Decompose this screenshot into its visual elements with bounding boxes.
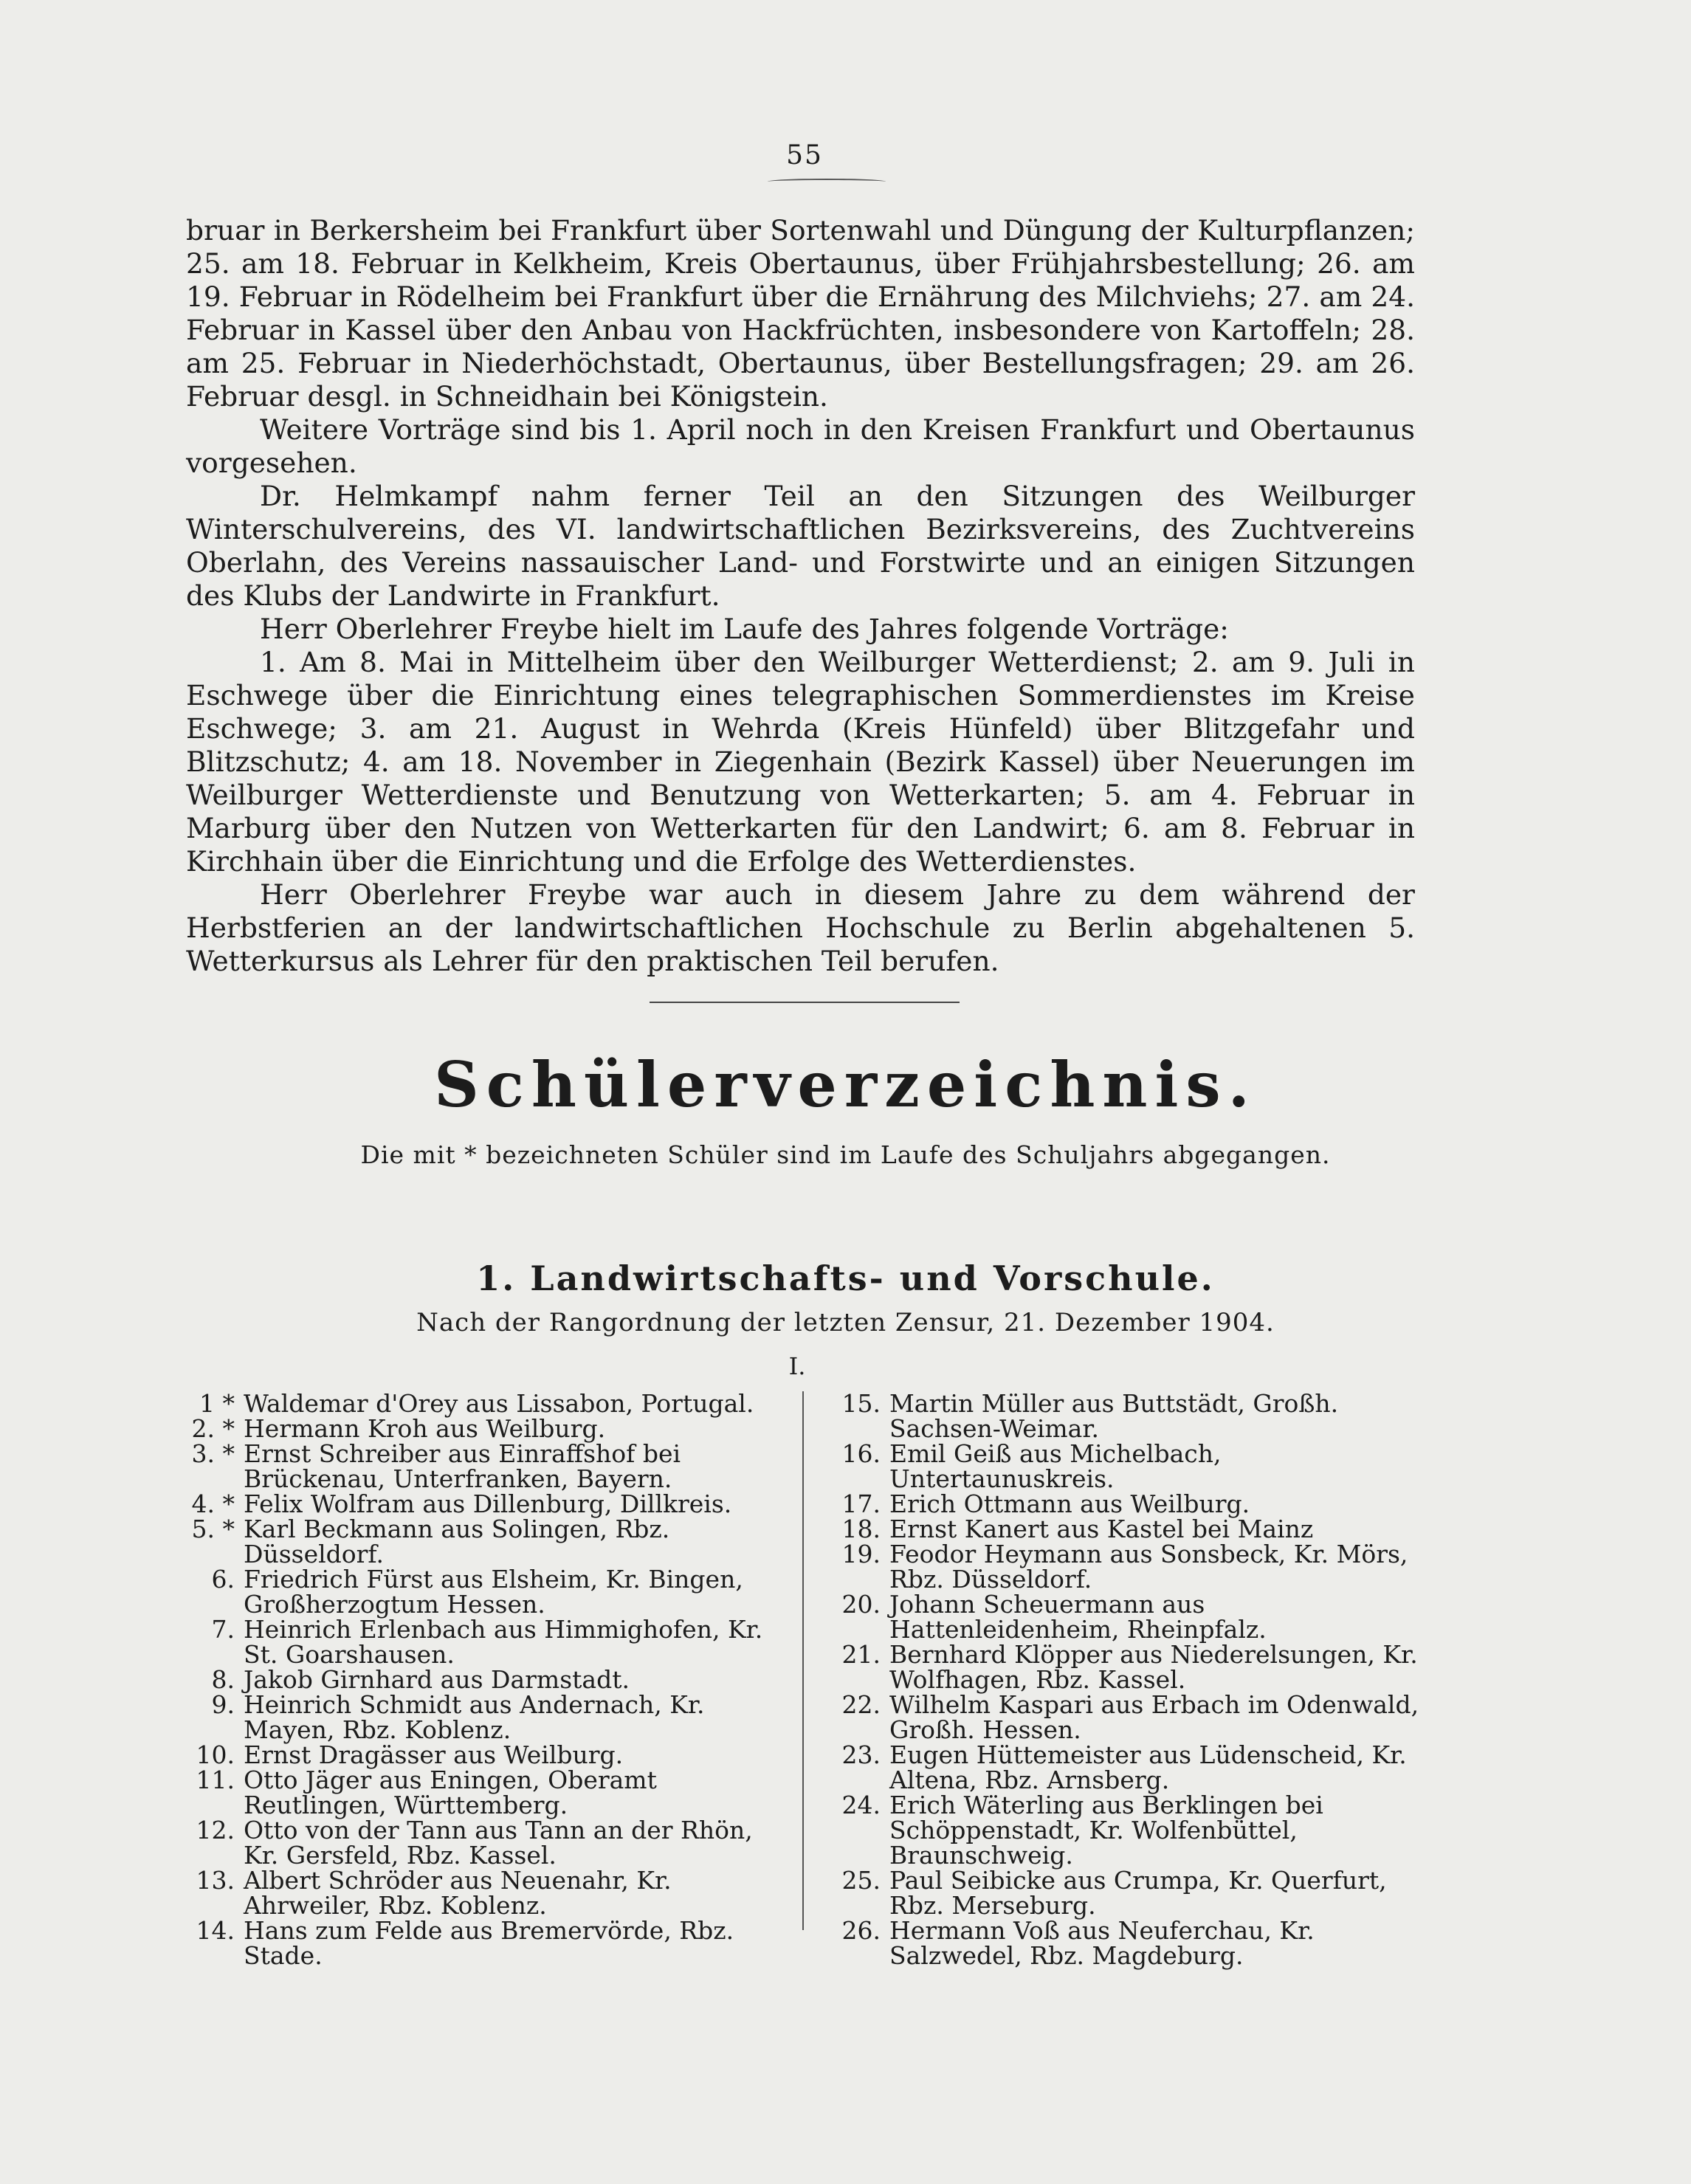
student-name: Emil Geiß aus Michelbach, Untertaunuskreis.	[889, 1439, 1222, 1493]
student-name: Hermann Voß aus Neuferchau, Kr. Salzwedel, Rbz. Magdeburg.	[889, 1916, 1315, 1970]
student-entry	[819, 1489, 1425, 1518]
student-number: 13.	[196, 1866, 235, 1895]
list-title: Schülerverzeichnis.	[434, 1048, 1257, 1121]
list-note: Die mit * bezeichneten Schüler sind im Laufe des Schuljahrs abgegangen.	[360, 1140, 1331, 1169]
student-entry	[170, 1489, 782, 1518]
student-entry	[819, 1517, 1425, 1542]
student-entry	[170, 1918, 782, 1968]
student-number: 8.	[211, 1665, 235, 1694]
column-divider	[802, 1391, 804, 1930]
student-entry	[170, 1617, 782, 1667]
student-entry	[819, 1740, 1425, 1794]
student-entry	[819, 1793, 1425, 1868]
student-name: Martin Müller aus Buttstädt, Großh. Sachsen-Weimar.	[889, 1389, 1339, 1443]
student-list-left	[170, 1391, 782, 1968]
body-text	[186, 214, 1415, 978]
student-number: 3. *	[191, 1439, 235, 1468]
student-entry	[170, 1567, 782, 1617]
student-number: 4. *	[191, 1489, 235, 1518]
student-entry	[170, 1441, 782, 1492]
student-entry	[170, 1667, 782, 1692]
student-entry	[819, 1542, 1425, 1592]
student-entry	[819, 1918, 1425, 1968]
student-entry	[170, 1517, 782, 1567]
student-entry	[170, 1740, 782, 1769]
student-name: Feodor Heymann aus Sonsbeck, Kr. Mörs, Rbz. Düsseldorf.	[889, 1540, 1408, 1594]
student-list-right	[819, 1391, 1425, 1968]
paragraph: 1. Am 8. Mai in Mittelheim über den Weilburger Wetterdienst; 2. am 9. Juli in Eschwege über die Einrichtung eines telegraphischen Sommerdienstes im Kreise Eschwege; 3. am 21. August in Wehrda (Kreis Hünfeld) über Blitzgefahr und Blitzschutz; 4. am 18. November in Ziegenhain (Bezirk Kassel) über Neuerungen im Weilburger Wetterdienste und Benutzung von Wetterkarten; 5. am 4. Februar in Marburg über den Nutzen von Wetterkarten für den Landwirt; 6. am 8. Februar in Kirchhain über die Einrichtung und die Erfolge des Wetterdienstes.	[186, 646, 1415, 878]
student-name: Johann Scheuermann aus Hattenleidenheim, Rheinpfalz.	[889, 1590, 1267, 1644]
student-name: Eugen Hüttemeister aus Lüdenscheid, Kr. Altena, Rbz. Arnsberg.	[889, 1740, 1407, 1794]
student-name: Erich Ottmann aus Weilburg.	[889, 1489, 1250, 1518]
student-number: 1 *	[199, 1389, 235, 1418]
student-name: Hans zum Felde aus Bremervörde, Rbz. Stade.	[244, 1916, 734, 1970]
paragraph: Herr Oberlehrer Freybe war auch in diesem Jahre zu dem während der Herbstferien an der landwirtschaftlichen Hochschule zu Berlin abgehaltenen 5. Wetterkursus als Lehrer für den praktischen Teil berufen.	[186, 878, 1415, 977]
paragraph: Weitere Vorträge sind bis 1. April noch in den Kreisen Frankfurt und Obertaunus vorgesehen.	[186, 413, 1415, 479]
student-number: 21.	[841, 1640, 881, 1669]
section-heading: 1. Landwirtschafts- und Vorschule.	[476, 1258, 1215, 1298]
student-number: 20.	[841, 1590, 881, 1619]
student-name: Hermann Kroh aus Weilburg.	[244, 1414, 606, 1443]
paragraph: Dr. Helmkampf nahm ferner Teil an den Sitzungen des Weilburger Winterschulvereins, des VI. landwirtschaftlichen Bezirksvereins, des Zuchtvereins Oberlahn, des Vereins nassauischer Land- und Forstwirte und an einigen Sitzungen des Klubs der Landwirte in Frankfurt.	[186, 480, 1415, 612]
student-entry	[170, 1416, 782, 1441]
student-number: 11.	[196, 1766, 235, 1794]
student-number: 16.	[841, 1439, 881, 1468]
student-name: Otto von der Tann aus Tann an der Rhön, Kr. Gersfeld, Rbz. Kassel.	[244, 1816, 753, 1870]
student-entry	[819, 1391, 1425, 1441]
student-entry	[819, 1441, 1425, 1492]
section-divider	[650, 1002, 960, 1003]
student-name: Felix Wolfram aus Dillenburg, Dillkreis.	[244, 1489, 732, 1518]
student-number: 26.	[841, 1916, 881, 1945]
paragraph: bruar in Berkersheim bei Frankfurt über Sortenwahl und Düngung der Kulturpflanzen; 25. am 18. Februar in Kelkheim, Kreis Obertaunus, über Frühjahrsbestellung; 26. am 19. Februar in Rödelheim bei Frankfurt über die Ernährung des Milchviehs; 27. am 24. Februar in Kassel über den Anbau von Hackfrüchten, insbesondere von Kartoffeln; 28. am 25. Februar in Niederhöchstadt, Obertaunus, über Bestellungsfragen; 29. am 26. Februar desgl. in Schneidhain bei Königstein.	[186, 214, 1415, 413]
student-entry	[170, 1768, 782, 1818]
paragraph: Herr Oberlehrer Freybe hielt im Laufe des Jahres folgende Vorträge:	[260, 613, 1229, 645]
page-number: 55	[786, 140, 823, 170]
student-name: Erich Wäterling aus Berklingen bei Schöppenstadt, Kr. Wolfenbüttel, Braunschweig.	[889, 1791, 1323, 1870]
student-entry	[170, 1692, 782, 1743]
student-number: 24.	[841, 1791, 881, 1819]
student-name: Ernst Kanert aus Kastel bei Mainz	[889, 1515, 1314, 1543]
student-number: 15.	[841, 1389, 881, 1418]
student-entry	[819, 1868, 1425, 1918]
student-number: 10.	[196, 1740, 235, 1769]
page-number-ornament	[768, 179, 886, 185]
student-name: Paul Seibicke aus Crumpa, Kr. Querfurt, Rbz. Merseburg.	[889, 1866, 1387, 1920]
class-label: I.	[788, 1352, 806, 1380]
student-number: 14.	[196, 1916, 235, 1945]
student-number: 7.	[211, 1615, 235, 1644]
student-number: 6.	[211, 1565, 235, 1594]
section-subheading: Nach der Rangordnung der letzten Zensur, 21. Dezember 1904.	[416, 1308, 1275, 1337]
student-name: Otto Jäger aus Eningen, Oberamt Reutlingen, Württemberg.	[244, 1766, 657, 1819]
student-entry	[819, 1642, 1425, 1692]
student-name: Wilhelm Kaspari aus Erbach im Odenwald, Großh. Hessen.	[889, 1690, 1419, 1744]
student-number: 17.	[841, 1489, 881, 1518]
student-number: 5. *	[191, 1515, 235, 1543]
student-entry	[170, 1818, 782, 1868]
student-number: 12.	[196, 1816, 235, 1844]
student-name: Albert Schröder aus Neuenahr, Kr. Ahrweiler, Rbz. Koblenz.	[244, 1866, 672, 1920]
student-entry	[819, 1592, 1425, 1642]
student-name: Bernhard Klöpper aus Niederelsungen, Kr. Wolfhagen, Rbz. Kassel.	[889, 1640, 1418, 1694]
student-number: 2. *	[191, 1414, 235, 1443]
student-name: Ernst Schreiber aus Einraffshof bei Brückenau, Unterfranken, Bayern.	[244, 1439, 681, 1493]
student-number: 19.	[841, 1540, 881, 1568]
student-name: Jakob Girnhard aus Darmstadt.	[244, 1665, 630, 1694]
student-number: 22.	[841, 1690, 881, 1719]
student-name: Heinrich Erlenbach aus Himmighofen, Kr. St. Goarshausen.	[244, 1615, 763, 1669]
student-entry	[170, 1868, 782, 1918]
student-number: 25.	[841, 1866, 881, 1895]
student-entry	[170, 1391, 782, 1416]
student-name: Ernst Dragässer aus Weilburg.	[244, 1740, 624, 1769]
student-number: 9.	[211, 1690, 235, 1719]
student-number: 18.	[841, 1515, 881, 1543]
student-number: 23.	[841, 1740, 881, 1769]
student-name: Karl Beckmann aus Solingen, Rbz. Düsseldorf.	[244, 1515, 670, 1568]
student-name: Waldemar d'Orey aus Lissabon, Portugal.	[244, 1389, 754, 1418]
student-entry	[819, 1692, 1425, 1743]
student-name: Heinrich Schmidt aus Andernach, Kr. Mayen, Rbz. Koblenz.	[244, 1690, 705, 1744]
student-name: Friedrich Fürst aus Elsheim, Kr. Bingen, Großherzogtum Hessen.	[244, 1565, 743, 1619]
